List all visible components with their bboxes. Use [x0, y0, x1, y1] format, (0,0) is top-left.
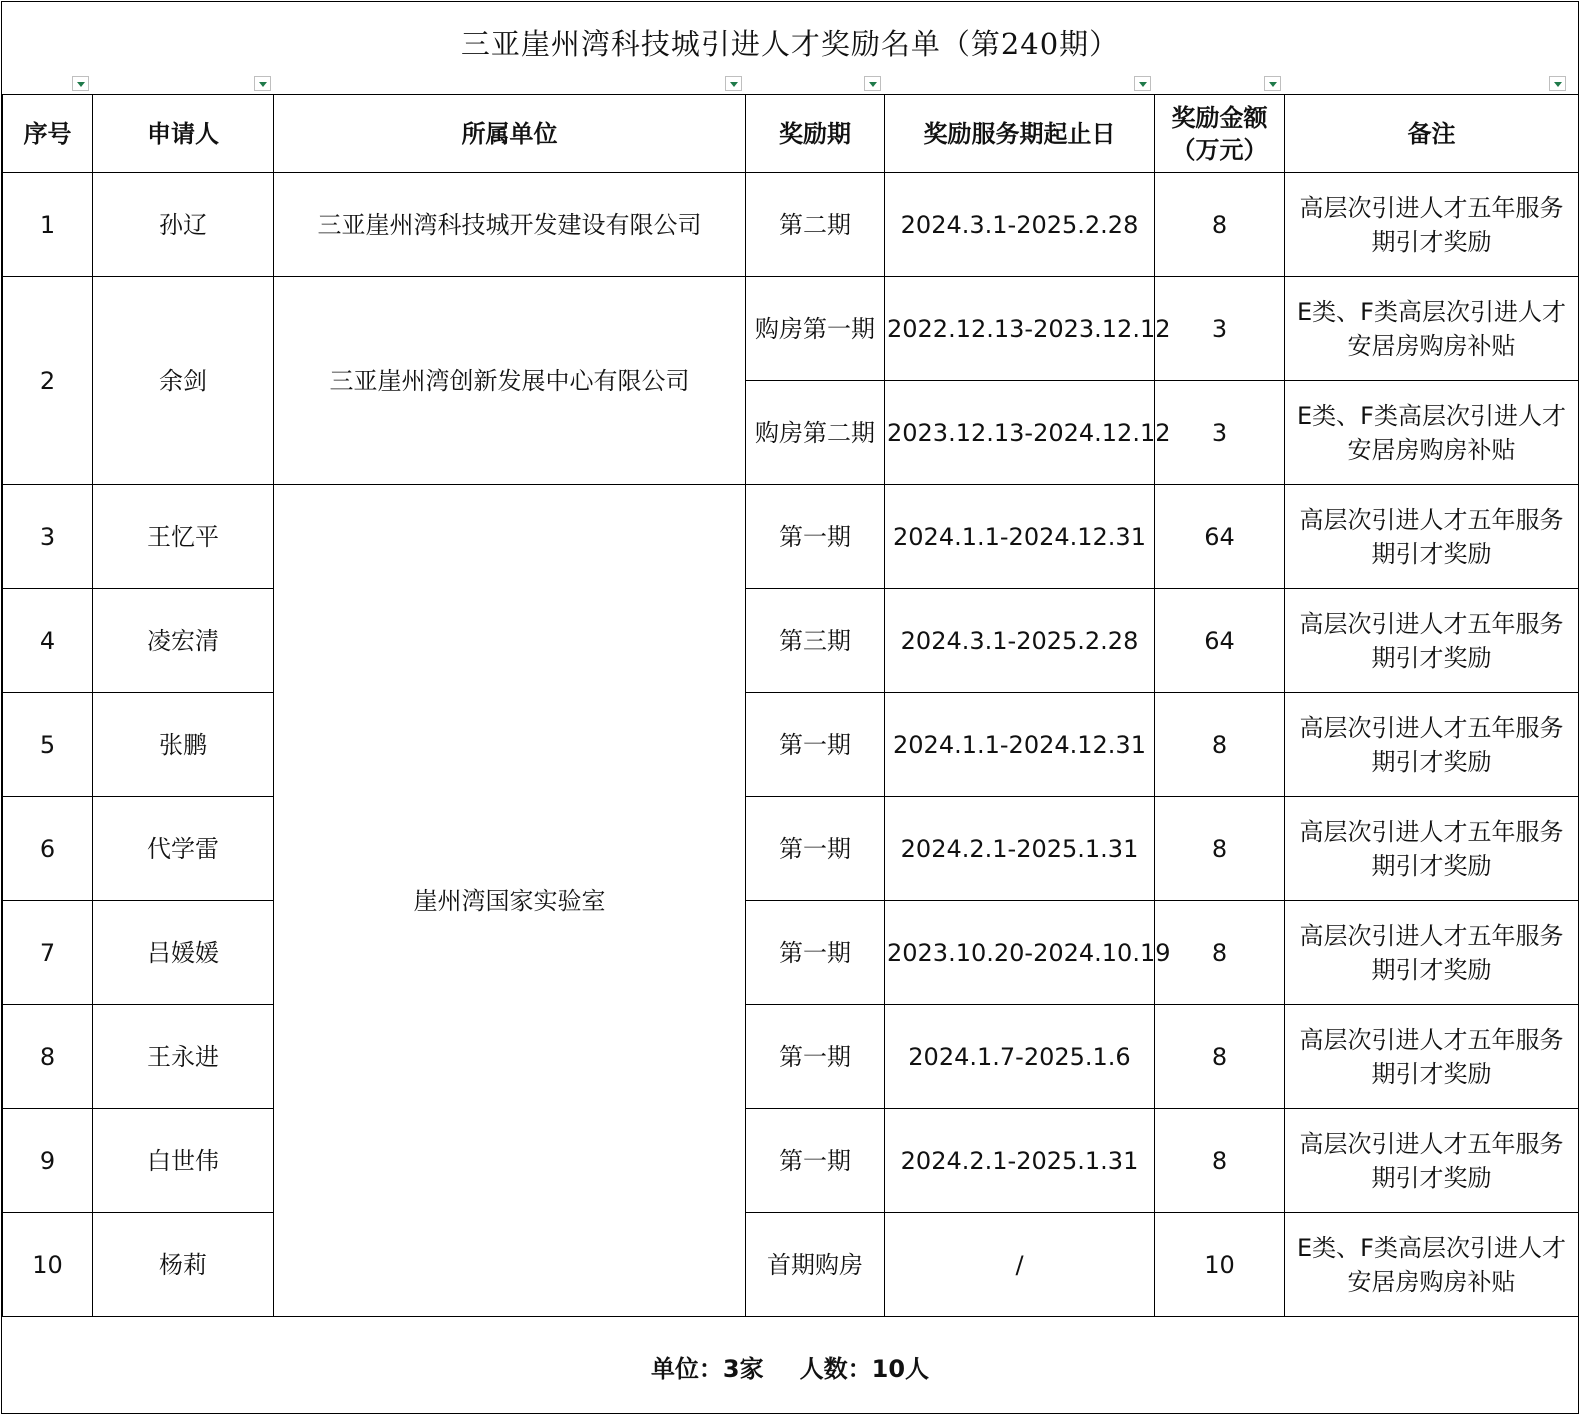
- cell-period[interactable]: 第一期: [746, 693, 885, 797]
- cell-period[interactable]: 第一期: [746, 485, 885, 589]
- cell-amount[interactable]: 64: [1155, 589, 1285, 693]
- cell-seq[interactable]: 3: [3, 485, 93, 589]
- cell-amount[interactable]: 8: [1155, 901, 1285, 1005]
- cell-amount[interactable]: 10: [1155, 1213, 1285, 1317]
- header-unit[interactable]: 所属单位: [274, 95, 746, 173]
- cell-dates[interactable]: 2023.10.20-2024.10.19: [885, 901, 1155, 1005]
- header-amount-line1: 奖励金额: [1171, 103, 1268, 132]
- table-row: [3, 901, 1579, 1005]
- cell-applicant[interactable]: 代学雷: [93, 797, 274, 901]
- cell-amount[interactable]: 3: [1155, 277, 1285, 381]
- table-row: [3, 485, 1579, 589]
- filter-dropdown-icon[interactable]: [864, 76, 881, 91]
- table-row: [3, 1109, 1579, 1213]
- cell-seq[interactable]: 9: [3, 1109, 93, 1213]
- cell-remark[interactable]: 高层次引进人才五年服务期引才奖励: [1285, 1109, 1579, 1213]
- table-row: [3, 589, 1579, 693]
- cell-amount[interactable]: 64: [1155, 485, 1285, 589]
- summary-units: 单位：3家: [650, 1355, 764, 1383]
- cell-applicant[interactable]: 张鹏: [93, 693, 274, 797]
- table-row: [3, 173, 1579, 277]
- cell-amount[interactable]: 8: [1155, 173, 1285, 277]
- header-seq[interactable]: 序号: [3, 95, 93, 173]
- cell-seq[interactable]: 10: [3, 1213, 93, 1317]
- cell-applicant[interactable]: 凌宏清: [93, 589, 274, 693]
- page-title: 三亚崖州湾科技城引进人才奖励名单（第240期）: [460, 26, 1120, 61]
- cell-remark[interactable]: 高层次引进人才五年服务期引才奖励: [1285, 485, 1579, 589]
- filter-dropdown-icon[interactable]: [1264, 76, 1281, 91]
- cell-period[interactable]: 购房第一期: [746, 277, 885, 381]
- cell-dates[interactable]: 2024.2.1-2025.1.31: [885, 797, 1155, 901]
- cell-period[interactable]: 第二期: [746, 173, 885, 277]
- cell-seq[interactable]: 5: [3, 693, 93, 797]
- summary-people: 人数：10人: [799, 1355, 930, 1383]
- cell-remark[interactable]: E类、F类高层次引进人才安居房购房补贴: [1285, 277, 1579, 381]
- cell-applicant[interactable]: 白世伟: [93, 1109, 274, 1213]
- table-row: [3, 1213, 1579, 1317]
- cell-remark[interactable]: 高层次引进人才五年服务期引才奖励: [1285, 1005, 1579, 1109]
- cell-applicant[interactable]: 余剑: [93, 277, 274, 485]
- cell-amount[interactable]: 8: [1155, 1109, 1285, 1213]
- cell-amount[interactable]: 8: [1155, 693, 1285, 797]
- cell-period[interactable]: 第一期: [746, 901, 885, 1005]
- header-amount[interactable]: [1155, 95, 1285, 173]
- summary-row: [2, 1320, 1578, 1413]
- filter-dropdown-icon[interactable]: [1549, 76, 1566, 91]
- award-table: [2, 94, 1579, 1317]
- cell-remark[interactable]: 高层次引进人才五年服务期引才奖励: [1285, 901, 1579, 1005]
- header-dates[interactable]: 奖励服务期起止日: [885, 95, 1155, 173]
- cell-applicant[interactable]: 吕媛媛: [93, 901, 274, 1005]
- cell-applicant[interactable]: 孙辽: [93, 173, 274, 277]
- cell-applicant[interactable]: 王忆平: [93, 485, 274, 589]
- table-row: [3, 797, 1579, 901]
- cell-dates[interactable]: 2024.1.7-2025.1.6: [885, 1005, 1155, 1109]
- cell-seq[interactable]: 6: [3, 797, 93, 901]
- cell-dates[interactable]: 2024.3.1-2025.2.28: [885, 173, 1155, 277]
- header-applicant[interactable]: 申请人: [93, 95, 274, 173]
- cell-amount[interactable]: 8: [1155, 1005, 1285, 1109]
- table-row: [3, 277, 1579, 381]
- header-period[interactable]: 奖励期: [746, 95, 885, 173]
- cell-seq[interactable]: 1: [3, 173, 93, 277]
- cell-dates[interactable]: 2024.1.1-2024.12.31: [885, 485, 1155, 589]
- cell-period[interactable]: 第一期: [746, 1005, 885, 1109]
- cell-amount[interactable]: 3: [1155, 381, 1285, 485]
- header-row: [3, 95, 1579, 173]
- cell-seq[interactable]: 2: [3, 277, 93, 485]
- cell-remark[interactable]: 高层次引进人才五年服务期引才奖励: [1285, 589, 1579, 693]
- cell-remark[interactable]: E类、F类高层次引进人才安居房购房补贴: [1285, 381, 1579, 485]
- table-row: [3, 693, 1579, 797]
- cell-period[interactable]: 购房第二期: [746, 381, 885, 485]
- cell-seq[interactable]: 8: [3, 1005, 93, 1109]
- cell-remark[interactable]: 高层次引进人才五年服务期引才奖励: [1285, 173, 1579, 277]
- cell-remark[interactable]: 高层次引进人才五年服务期引才奖励: [1285, 693, 1579, 797]
- cell-amount[interactable]: 8: [1155, 797, 1285, 901]
- cell-remark[interactable]: 高层次引进人才五年服务期引才奖励: [1285, 797, 1579, 901]
- header-amount-line2: （万元）: [1171, 135, 1268, 164]
- cell-seq[interactable]: 4: [3, 589, 93, 693]
- header-remark[interactable]: 备注: [1285, 95, 1579, 173]
- cell-period[interactable]: 第一期: [746, 1109, 885, 1213]
- cell-dates[interactable]: /: [885, 1213, 1155, 1317]
- cell-dates[interactable]: 2024.2.1-2025.1.31: [885, 1109, 1155, 1213]
- cell-unit[interactable]: 三亚崖州湾科技城开发建设有限公司: [274, 173, 746, 277]
- filter-dropdown-icon[interactable]: [725, 76, 742, 91]
- cell-applicant[interactable]: 王永进: [93, 1005, 274, 1109]
- cell-period[interactable]: 第三期: [746, 589, 885, 693]
- cell-period[interactable]: 第一期: [746, 797, 885, 901]
- cell-period[interactable]: 首期购房: [746, 1213, 885, 1317]
- filter-dropdown-icon[interactable]: [72, 76, 89, 91]
- cell-dates[interactable]: 2024.1.1-2024.12.31: [885, 693, 1155, 797]
- cell-dates[interactable]: 2024.3.1-2025.2.28: [885, 589, 1155, 693]
- spreadsheet: [1, 1, 1579, 1414]
- cell-remark[interactable]: E类、F类高层次引进人才安居房购房补贴: [1285, 1213, 1579, 1317]
- cell-seq[interactable]: 7: [3, 901, 93, 1005]
- cell-dates[interactable]: 2023.12.13-2024.12.12: [885, 381, 1155, 485]
- cell-applicant[interactable]: 杨莉: [93, 1213, 274, 1317]
- cell-dates[interactable]: 2022.12.13-2023.12.12: [885, 277, 1155, 381]
- filter-dropdown-icon[interactable]: [1134, 76, 1151, 91]
- cell-unit[interactable]: 崖州湾国家实验室: [274, 485, 746, 1317]
- filter-dropdown-icon[interactable]: [254, 76, 271, 91]
- table-row: [3, 1005, 1579, 1109]
- cell-unit[interactable]: 三亚崖州湾创新发展中心有限公司: [274, 277, 746, 485]
